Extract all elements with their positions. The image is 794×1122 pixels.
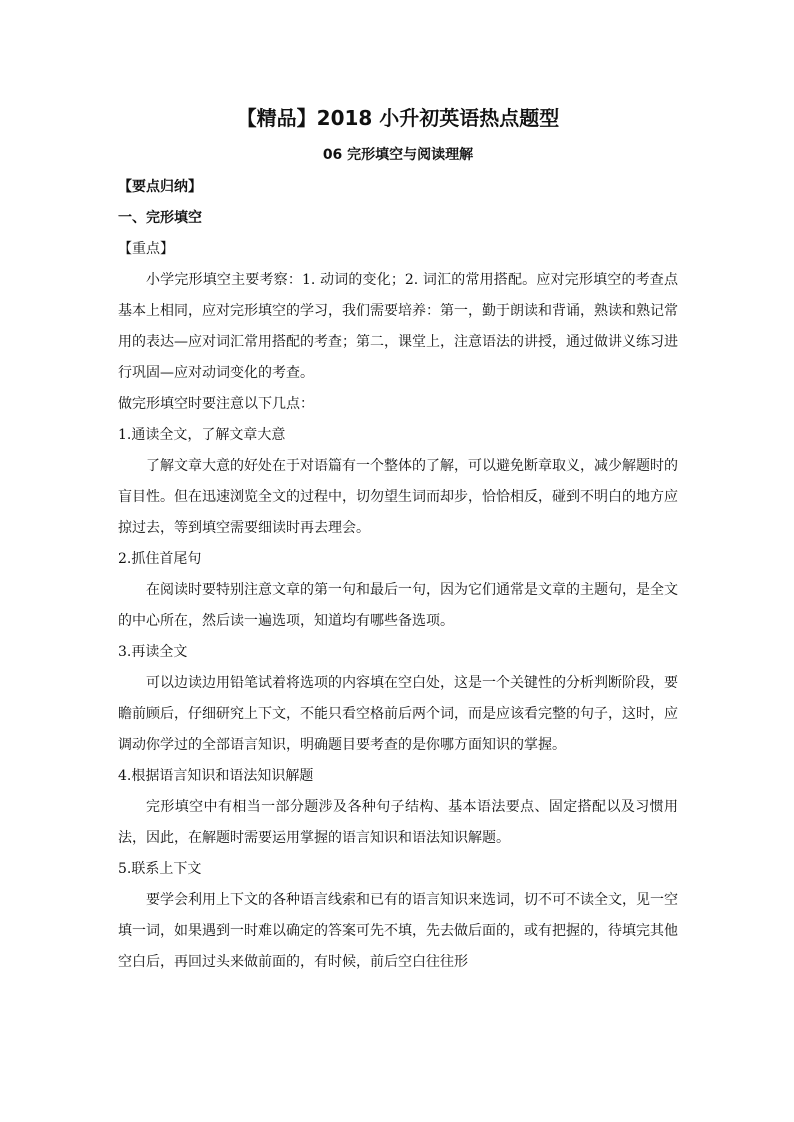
document-title: 【精品】2018 小升初英语热点题型 [236,106,560,130]
notes-intro: 做完形填空时要注意以下几点： [118,396,314,412]
intro-paragraph: 小学完形填空主要考察：1. 动词的变化；2. 词汇的常用搭配。应对完形填空的考查点基本上相同，应对完形填空的学习，我们需要培养：第一，勤于朗读和背诵，熟读和熟记常用的表达—应对词汇常用搭配的考查；第二，课堂上，注意语法的讲授，通过做讲义练习进行巩固—应对动词变化的考查。 [118,272,678,381]
point-body-2: 在阅读时要特别注意文章的第一句和最后一句，因为它们通常是文章的主题句，是全文的中心所在，然后读一遍选项，知道均有哪些备选项。 [118,582,678,629]
point-body-1: 了解文章大意的好处在于对语篇有一个整体的了解，可以避免断章取义，减少解题时的盲目性。但在迅速浏览全文的过程中，切勿望生词而却步，恰恰相反，碰到不明白的地方应掠过去，等到填空需要细读时再去理会。 [118,458,678,536]
section-label: 【要点归纳】 [118,179,202,195]
point-heading-5: 5.联系上下文 [118,861,202,877]
part-heading: 一、完形填空 [118,210,202,226]
point-body-3: 可以边读边用铅笔试着将选项的内容填在空白处，这是一个关键性的分析判断阶段，要瞻前顾后，仔细研究上下文，不能只看空格前后两个词，而是应该看完整的句子，这时，应调动你学过的全部语言知识，明确题目要考查的是你哪方面知识的掌握。 [118,675,678,753]
point-heading-3: 3.再读全文 [118,644,188,660]
point-heading-2: 2.抓住首尾句 [118,551,202,567]
point-heading-4: 4.根据语言知识和语法知识解题 [118,768,314,784]
key-label: 【重点】 [118,241,174,257]
point-body-4: 完形填空中有相当一部分题涉及各种句子结构、基本语法要点、固定搭配以及习惯用法，因此，在解题时需要运用掌握的语言知识和语法知识解题。 [118,799,678,846]
document-subtitle: 06 完形填空与阅读理解 [322,147,474,163]
point-heading-1: 1.通读全文，了解文章大意 [118,427,286,443]
point-body-5: 要学会利用上下文的各种语言线索和已有的语言知识来选词，切不可不读全文，见一空填一词，如果遇到一时难以确定的答案可先不填，先去做后面的，或有把握的，待填完其他空白后，再回过头来做前面的，有时候，前后空白往往形 [118,892,678,970]
document-page [118,104,678,978]
